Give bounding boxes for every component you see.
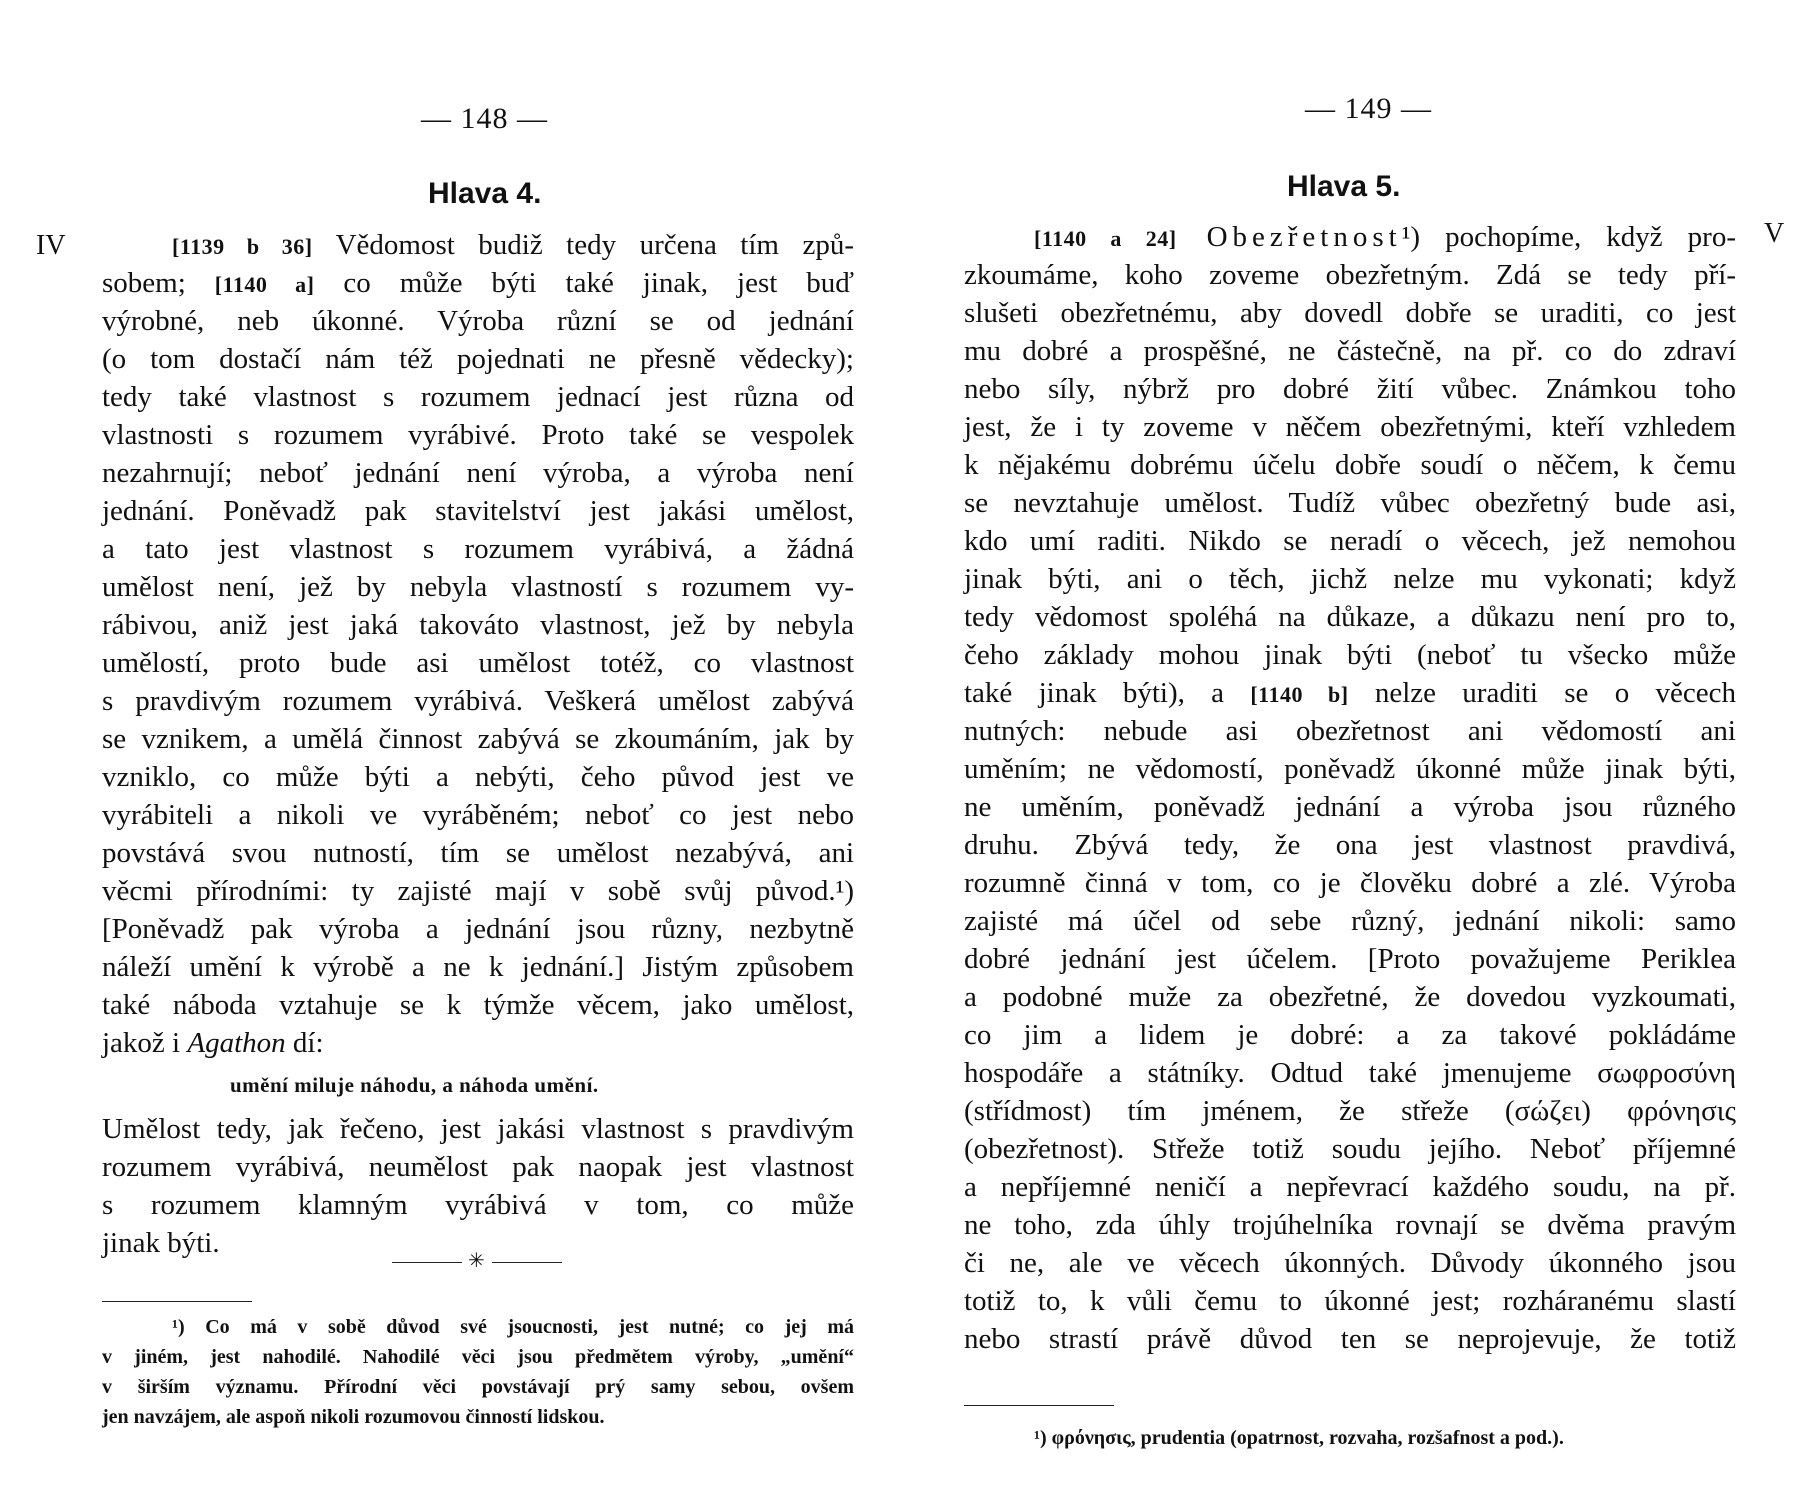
- text-line: (o tom dostačí nám též pojednati ne přesně vědecky);: [102, 343, 854, 375]
- text-line: rábivou, aniž jest jaká takováto vlastnost, jež by nebyla: [102, 609, 854, 641]
- footnote-rule: [102, 1301, 252, 1302]
- text-line: vyrábiteli a nikoli ve vyráběném; neboť co jest nebo: [102, 799, 854, 831]
- text-line: nezahrnují; neboť jednání není výroba, a výroba není: [102, 457, 854, 489]
- page-number: — 148 —: [421, 102, 548, 135]
- text-line: s rozumem klamným vyrábivá v tom, co může: [102, 1189, 854, 1221]
- text-line: dobré jednání jest účelem. [Proto považujeme Periklea: [964, 943, 1736, 975]
- text-line: nutných: nebude asi obezřetnost ani vědomostí ani: [964, 715, 1736, 747]
- text-line: co jim a lidem je dobré: a za takové pokládáme: [964, 1019, 1736, 1051]
- text-line: rozumně činná v tom, co je člověku dobré a zlé. Výroba: [964, 867, 1736, 899]
- text-line: výrobné, neb úkonné. Výroba různí se od jednání: [102, 305, 854, 337]
- text-line: zkoumáme, koho zoveme obezřetným. Zdá se tedy pří-: [964, 259, 1736, 291]
- text-line: jest, že i ty zoveme v něčem obezřetnými, kteří vzhledem: [964, 411, 1736, 443]
- text-line: se vznikem, a umělá činnost zabývá se zkoumáním, jak by: [102, 723, 854, 755]
- text-line: kdo umí raditi. Nikdo se neradí o věcech, jež nemohou: [964, 525, 1736, 557]
- chapter-title: Hlava 4.: [428, 177, 542, 210]
- text-line: tedy vědomost spoléhá na důkaze, a důkazu není pro to,: [964, 601, 1736, 633]
- text-line: jinak býti.: [102, 1227, 220, 1259]
- body-text: [102, 226, 854, 1062]
- text-line: zajisté má účel od sebe různý, jednání nikoli: samo: [964, 905, 1736, 937]
- text-line: umělostí, proto bude asi umělost totéž, co vlastnost: [102, 647, 854, 679]
- footnote-line: v širším významu. Přírodní věci povstávají prý samy sebou, ovšem: [102, 1376, 854, 1398]
- text-line: náleží umění k výrobě a ne k jednání.] Jistým způsobem: [102, 951, 854, 983]
- text-line: vlastnosti s rozumem vyrábivé. Proto také se vespolek: [102, 419, 854, 451]
- margin-label: IV: [36, 230, 66, 261]
- footnote-line: ¹) φρόνησις, prudentia (opatrnost, rozvaha, rozšafnost a pod.).: [1034, 1427, 1564, 1449]
- text-line: sobem; [1140 a] co může býti také jinak, jest buď: [102, 267, 854, 299]
- text-line: a nepříjemné neničí a nepřevrací každého soudu, na př.: [964, 1171, 1736, 1203]
- text-line: a podobné muže za obezřetné, že dovedou vyzkoumati,: [964, 981, 1736, 1013]
- text-line: také náboda vztahuje se k týmže věcem, jako umělost,: [102, 989, 854, 1021]
- section-ornament: [392, 1252, 562, 1272]
- footnote: [964, 1423, 1736, 1453]
- text-line: a tato jest vlastnost s rozumem vyrábivá, a žádná: [102, 533, 854, 565]
- text-line: čeho základy mohou jinak býti (neboť tu všecko může: [964, 639, 1736, 671]
- margin-label: V: [1764, 218, 1785, 249]
- text-line: vzniklo, co může býti a nebýti, čeho původ jest ve: [102, 761, 854, 793]
- footnote: [102, 1312, 854, 1432]
- text-line: rozumem vyrábivá, neumělost pak naopak jest vlastnost: [102, 1151, 854, 1183]
- text-line: tedy také vlastnost s rozumem jednací jest různa od: [102, 381, 854, 413]
- asterism-icon: ✳: [468, 1250, 485, 1272]
- text-line: totiž to, k vůli čemu to úkonné jest; rozháranému slastí: [964, 1285, 1736, 1317]
- text-line: umělost není, jež by nebyla vlastností s rozumem vy-: [102, 571, 854, 603]
- text-line: uměním; ne vědomostí, poněvadž úkonné může jinak býti,: [964, 753, 1736, 785]
- text-line: jakož i Agathon dí:: [102, 1027, 324, 1059]
- text-line: [1139 b 36] Vědomost budiž tedy určena tím způ-: [172, 229, 854, 261]
- verse-quote: umění miluje náhodu, a náhoda umění.: [230, 1073, 599, 1097]
- text-line: jinak býti, ani o těch, jichž nelze mu vykonati; když: [964, 563, 1736, 595]
- body-text: [964, 218, 1736, 1358]
- text-line: s pravdivým rozumem vyrábivá. Veškerá umělost zabývá: [102, 685, 854, 717]
- page-number: — 149 —: [1305, 92, 1432, 125]
- text-line: (obezřetnost). Střeže totiž soudu jejího. Neboť příjemné: [964, 1133, 1736, 1165]
- text-line: [1140 a 24] Obezřetnost¹) pochopíme, když pro-: [1034, 221, 1736, 253]
- text-line: (střídmost) tím jménem, že střeže (σώζει) φρόνησις: [964, 1095, 1736, 1127]
- text-line: ne toho, zda úhly trojúhelníka rovnají se dvěma pravým: [964, 1209, 1736, 1241]
- text-line: povstává svou nutností, tím se umělost nezabývá, ani: [102, 837, 854, 869]
- footnote-rule: [964, 1405, 1114, 1406]
- text-line: k nějakému dobrému účelu dobře soudí o něčem, k čemu: [964, 449, 1736, 481]
- text-line: Umělost tedy, jak řečeno, jest jakási vlastnost s pravdivým: [102, 1113, 854, 1145]
- text-line: také jinak býti), a [1140 b] nelze uraditi se o věcech: [964, 677, 1736, 709]
- text-line: jednání. Poněvadž pak stavitelství jest jakási umělost,: [102, 495, 854, 527]
- text-line: nebo síly, nýbrž pro dobré žití vůbec. Známkou toho: [964, 373, 1736, 405]
- right-page: [909, 0, 1818, 1500]
- footnote-line: v jiném, jest nahodilé. Nahodilé věci jsou předmětem výroby, „umění“: [102, 1346, 854, 1368]
- text-line: hospodáře a státníky. Odtud také jmenujeme σωφροσύνη: [964, 1057, 1736, 1089]
- text-line: slušeti obezřetnému, aby dovedl dobře se uraditi, co jest: [964, 297, 1736, 329]
- text-line: nebo strastí právě důvod ten se neprojevuje, že totiž: [964, 1323, 1736, 1355]
- text-line: či ne, ale ve věcech úkonných. Důvody úkonného jsou: [964, 1247, 1736, 1279]
- footnote-line: ¹) Co má v sobě důvod své jsoucnosti, jest nutné; co jej má: [172, 1316, 854, 1338]
- closing-text: [102, 1110, 854, 1262]
- footnote-line: jen navzájem, ale aspoň nikoli rozumovou činností lidskou.: [102, 1406, 605, 1428]
- text-line: se nevztahuje umělost. Tudíž vůbec obezřetný bude asi,: [964, 487, 1736, 519]
- text-line: druhu. Zbývá tedy, že ona jest vlastnost pravdivá,: [964, 829, 1736, 861]
- chapter-title: Hlava 5.: [1287, 170, 1401, 203]
- text-line: mu dobré a prospěšné, ne částečně, na př. co do zdraví: [964, 335, 1736, 367]
- text-line: ne uměním, poněvadž jednání a výroba jsou různého: [964, 791, 1736, 823]
- text-line: [Poněvadž pak výroba a jednání jsou různy, nezbytně: [102, 913, 854, 945]
- text-line: věcmi přírodními: ty zajisté mají v sobě svůj původ.¹): [102, 875, 854, 907]
